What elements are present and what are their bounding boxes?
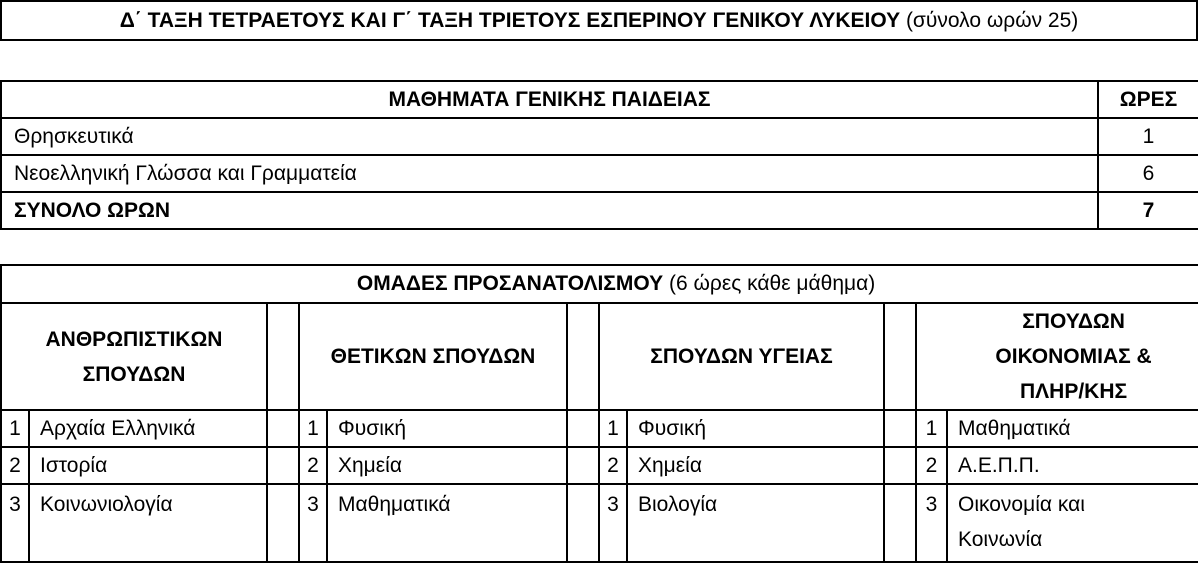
subject-cell: Χημεία bbox=[327, 447, 567, 484]
group-name-sciences: ΘΕΤΙΚΩΝ ΣΠΟΥΔΩΝ bbox=[299, 303, 567, 410]
subject-cell: Αρχαία Ελληνικά bbox=[29, 410, 267, 447]
spacer-cell bbox=[267, 410, 299, 447]
total-row bbox=[1, 192, 1198, 229]
subject-cell: Χημεία bbox=[627, 447, 884, 484]
row-number: 1 bbox=[916, 410, 947, 447]
row-number: 2 bbox=[1, 447, 29, 484]
subject-cell: Φυσική bbox=[327, 410, 567, 447]
hours-cell: 6 bbox=[1098, 155, 1198, 192]
spacer-cell bbox=[267, 303, 299, 410]
total-hours: 7 bbox=[1098, 192, 1198, 229]
orientation-header-bold: ΟΜΑΔΕΣ ΠΡΟΣΑΝΑΤΟΛΙΣΜΟΥ bbox=[356, 272, 664, 295]
general-header: ΜΑΘΗΜΑΤΑ ΓΕΝΙΚΗΣ ΠΑΙΔΕΙΑΣ bbox=[1, 81, 1098, 118]
subject-cell: Ιστορία bbox=[29, 447, 267, 484]
title-table bbox=[0, 0, 1198, 41]
hours-cell: 1 bbox=[1098, 118, 1198, 155]
subject-cell: Α.Ε.Π.Π. bbox=[947, 447, 1198, 484]
subject-cell: Κοινωνιολογία bbox=[29, 484, 267, 562]
general-subjects-table bbox=[0, 80, 1198, 230]
subject-cell: Μαθηματικά bbox=[947, 410, 1198, 447]
row-number: 3 bbox=[599, 484, 627, 562]
spacer-cell bbox=[567, 484, 599, 562]
subject-cell: Νεοελληνική Γλώσσα και Γραμματεία bbox=[1, 155, 1098, 192]
group-names-row bbox=[1, 303, 1198, 410]
row-number: 2 bbox=[916, 447, 947, 484]
spacer-cell bbox=[884, 303, 916, 410]
group-name-humanities: ΑΝΘΡΩΠΙΣΤΙΚΩΝ ΣΠΟΥΔΩΝ bbox=[1, 303, 267, 410]
subject-cell: Θρησκευτικά bbox=[1, 118, 1098, 155]
table-row bbox=[1, 118, 1198, 155]
row-number: 2 bbox=[599, 447, 627, 484]
spacer-cell bbox=[567, 410, 599, 447]
hours-header: ΩΡΕΣ bbox=[1098, 81, 1198, 118]
orientation-header-row bbox=[1, 265, 1198, 303]
spacer-cell bbox=[884, 410, 916, 447]
row-number: 3 bbox=[1, 484, 29, 562]
page-title bbox=[1, 1, 1197, 40]
subject-cell: Μαθηματικά bbox=[327, 484, 567, 562]
spacer-cell bbox=[884, 484, 916, 562]
orientation-header-note: (6 ώρες κάθε μάθημα) bbox=[663, 272, 876, 295]
subject-cell: Φυσική bbox=[627, 410, 884, 447]
orientation-header bbox=[1, 265, 1198, 303]
orientation-groups-table bbox=[0, 264, 1198, 563]
row-number: 1 bbox=[1, 410, 29, 447]
row-number: 2 bbox=[299, 447, 327, 484]
spacer-cell bbox=[267, 447, 299, 484]
subject-cell: Βιολογία bbox=[627, 484, 884, 562]
table-row bbox=[1, 155, 1198, 192]
title-total-hours: (σύνολο ωρών 25) bbox=[900, 8, 1079, 32]
table-row bbox=[1, 410, 1198, 447]
table-row bbox=[1, 484, 1198, 562]
spacer-cell bbox=[567, 303, 599, 410]
row-number: 3 bbox=[299, 484, 327, 562]
title-bold: Δ΄ ΤΑΞΗ ΤΕΤΡΑΕΤΟΥΣ ΚΑΙ Γ΄ ΤΑΞΗ ΤΡΙΕΤΟΥΣ ΕΣΠΕΡΙΝΟΥ ΓΕΝΙΚΟΥ ΛΥΚΕΙΟΥ bbox=[119, 8, 901, 32]
subject-cell: Οικονομία και Κοινωνία bbox=[947, 484, 1198, 562]
spacer-cell bbox=[267, 484, 299, 562]
table-header-row bbox=[1, 81, 1198, 118]
row-number: 3 bbox=[916, 484, 947, 562]
spacer-cell bbox=[884, 447, 916, 484]
row-number: 1 bbox=[599, 410, 627, 447]
total-label: ΣΥΝΟΛΟ ΩΡΩΝ bbox=[1, 192, 1098, 229]
table-row bbox=[1, 447, 1198, 484]
group-name-economics: ΣΠΟΥΔΩΝ ΟΙΚΟΝΟΜΙΑΣ & ΠΛΗΡ/ΚΗΣ bbox=[916, 303, 1198, 410]
spacer-cell bbox=[567, 447, 599, 484]
group-name-health: ΣΠΟΥΔΩΝ ΥΓΕΙΑΣ bbox=[599, 303, 884, 410]
row-number: 1 bbox=[299, 410, 327, 447]
